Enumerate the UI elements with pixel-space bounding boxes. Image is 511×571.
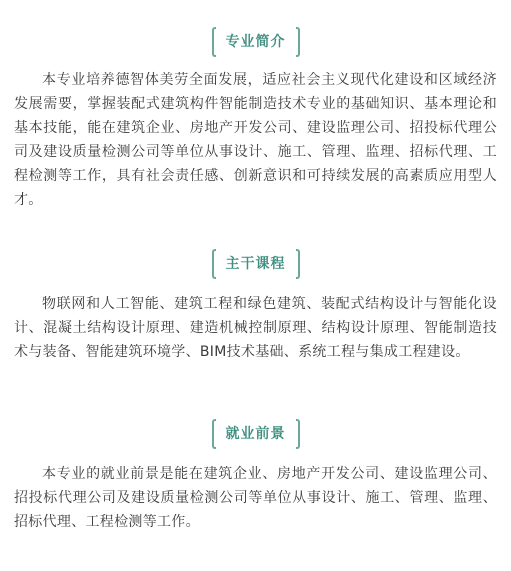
section-title-core-courses: 主干课程 [225, 256, 286, 272]
section-heading [212, 417, 300, 451]
section-career-prospects [0, 416, 511, 534]
section-heading [212, 25, 300, 59]
section-body-career-prospects: 本专业的就业前景是能在建筑企业、房地产开发公司、建设监理公司、招投标代理公司及建设质量检测公司等单位从事设计、施工、管理、监理、招标代理、工程检测等工作。 [14, 466, 497, 530]
section-heading-wrap [0, 246, 511, 282]
section-introduction [0, 24, 511, 212]
section-core-courses [0, 246, 511, 364]
section-body-core-courses: 物联网和人工智能、建筑工程和绿色建筑、装配式结构设计与智能化设计、混凝土结构设计原理、建造机械控制原理、结构设计原理、智能制造技术与装备、智能建筑环境学、BIM技术基础、系统工程与集成工程建设。 [14, 296, 497, 360]
section-body-introduction: 本专业培养德智体美劳全面发展，适应社会主义现代化建设和区域经济发展需要，掌握装配式建筑构件智能制造技术专业的基础知识、基本理论和基本技能，能在建筑企业、房地产开发公司、建设监理公司、招投标代理公司及建设质量检测公司等单位从事设计、施工、管理、监理、招标代理、工程检测等工作，具有社会责任感、创新意识和可持续发展的高素质应用型人才。 [14, 72, 497, 208]
section-heading-wrap [0, 416, 511, 452]
section-title-introduction: 专业简介 [225, 34, 286, 50]
section-heading-wrap [0, 24, 511, 60]
right-bracket-icon [296, 249, 300, 279]
right-bracket-icon [296, 419, 300, 449]
section-heading [212, 247, 300, 281]
right-bracket-icon [296, 27, 300, 57]
section-title-career-prospects: 就业前景 [225, 426, 286, 442]
